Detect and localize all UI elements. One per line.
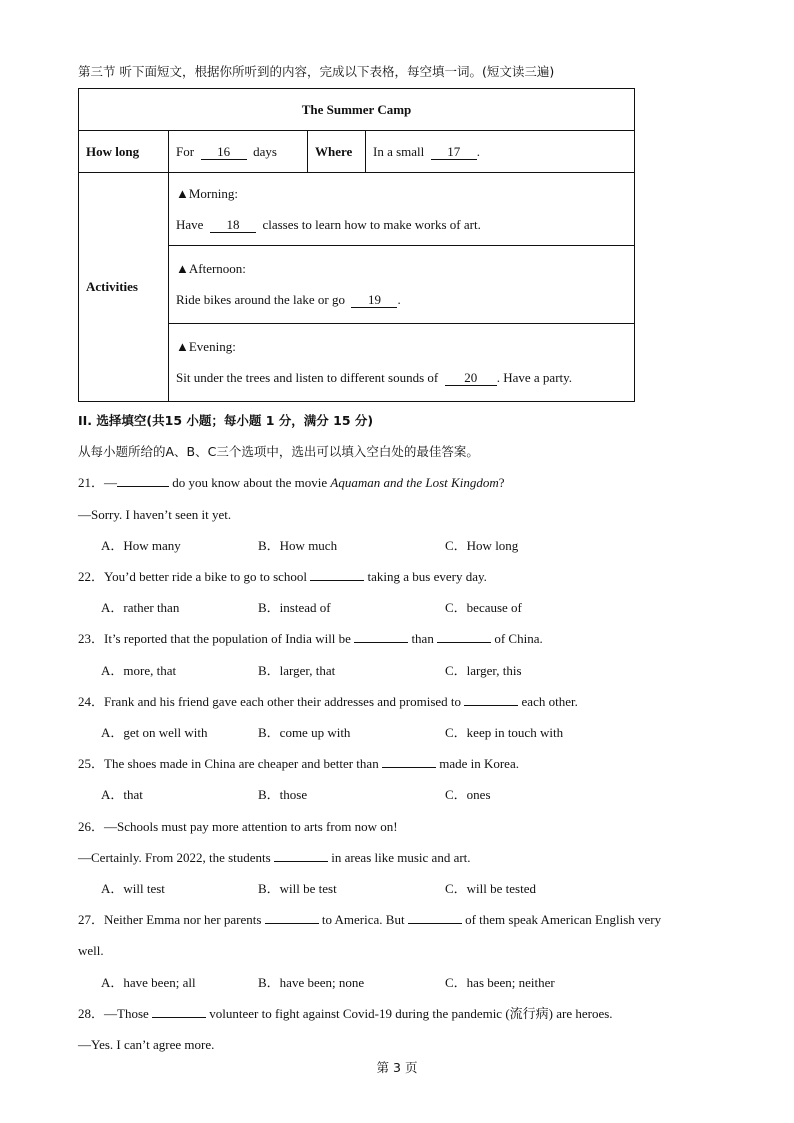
question-27-stem: 27．Neither Emma nor her parents to America. But of them speak American English very [78,912,662,927]
question-21-stem: 21．— do you know about the movie Aquaman and the Lost Kingdom? [78,475,505,490]
answer-blank[interactable] [274,861,328,862]
blank-17: 17 [431,145,477,160]
answer-blank[interactable] [117,486,169,487]
question-24-stem: 24．Frank and his friend gave each other their addresses and promised to each other. [78,694,578,709]
afternoon-text: Ride bikes around the lake or go 19 . [176,292,401,307]
how-long-prefix: For [176,143,195,159]
q25-option-b[interactable]: B．those [258,787,308,802]
question-26-reply: —Certainly. From 2022, the students in areas like music and art. [78,850,471,865]
evening-cell [169,324,635,402]
blank-19: 19 [351,293,397,308]
q23-option-a[interactable]: A．more, that [101,663,177,678]
answer-blank[interactable] [152,1017,206,1018]
section2-instruction: 从每小题所给的A、B、C三个选项中，选出可以填入空白处的最佳答案。 [78,444,479,459]
q22-option-b[interactable]: B．instead of [258,600,331,615]
q23-option-b[interactable]: B．larger, that [258,663,336,678]
answer-blank-2[interactable] [408,923,462,924]
answer-blank[interactable] [265,923,319,924]
evening-heading: ▲Evening: [176,339,236,354]
q23-option-c[interactable]: C．larger, this [445,663,522,678]
q25-option-a[interactable]: A．that [101,787,143,802]
where-prefix: In a small [373,143,425,159]
q21-option-b[interactable]: B．How much [258,538,338,553]
blank-20: 20 [445,371,497,386]
q24-option-a[interactable]: A．get on well with [101,725,208,740]
answer-blank[interactable] [464,705,518,706]
evening-text: Sit under the trees and listen to different sounds of 20 . Have a party. [176,370,573,385]
how-long-label: How long [79,131,169,173]
q26-option-a[interactable]: A．will test [101,881,165,896]
answer-blank[interactable] [382,767,436,768]
morning-cell [169,173,635,246]
blank-16: 16 [201,145,247,160]
q26-option-b[interactable]: B．will be test [258,881,337,896]
answer-blank[interactable] [310,580,364,581]
q26-option-c[interactable]: C．will be tested [445,881,536,896]
q27-option-b[interactable]: B．have been; none [258,975,365,990]
morning-heading: ▲Morning: [176,185,238,201]
q21-option-c[interactable]: C．How long [445,538,519,553]
q21-option-a[interactable]: A．How many [101,538,181,553]
where-cell [366,131,635,173]
page-number: 第 3 页 [376,1060,418,1075]
table-title: The Summer Camp [79,89,635,131]
section2-heading: II. 选择填空(共15 小题；每小题 1 分，满分 15 分) [78,413,374,428]
q27-option-c[interactable]: C．has been; neither [445,975,555,990]
afternoon-cell [169,246,635,324]
question-25-stem: 25．The shoes made in China are cheaper and better than made in Korea. [78,756,519,771]
afternoon-heading: ▲Afternoon: [176,261,246,276]
how-long-cell [169,131,308,173]
q22-option-c[interactable]: C．because of [445,600,522,615]
q24-option-c[interactable]: C．keep in touch with [445,725,564,740]
question-28-stem: 28．—Those volunteer to fight against Covid-19 during the pandemic (流行病) are heroes. [78,1006,613,1021]
q27-option-a[interactable]: A．have been; all [101,975,196,990]
question-23-stem: 23．It’s reported that the population of India will be than of China. [78,631,543,646]
answer-blank-2[interactable] [437,642,491,643]
where-suffix: . [476,143,481,159]
section3-instruction: 第三节 听下面短文，根据你所听到的内容，完成以下表格，每空填一词。(短文读三遍) [78,64,555,79]
question-22-stem: 22．You’d better ride a bike to go to school taking a bus every day. [78,569,487,584]
morning-text: Have 18 classes to learn how to make works of art. [176,216,481,232]
activities-label: Activities [79,173,169,402]
how-long-suffix: days [253,143,277,159]
blank-18: 18 [210,218,256,233]
question-21-reply: —Sorry. I haven’t seen it yet. [78,507,232,522]
q25-option-c[interactable]: C．ones [445,787,491,802]
q24-option-b[interactable]: B．come up with [258,725,351,740]
summer-camp-table [78,88,635,402]
answer-blank[interactable] [354,642,408,643]
question-26-stem: 26．—Schools must pay more attention to arts from now on! [78,819,398,834]
where-label: Where [308,131,366,173]
question-27-continuation: well. [78,943,104,958]
q22-option-a[interactable]: A．rather than [101,600,180,615]
question-28-reply: —Yes. I can’t agree more. [78,1037,215,1052]
